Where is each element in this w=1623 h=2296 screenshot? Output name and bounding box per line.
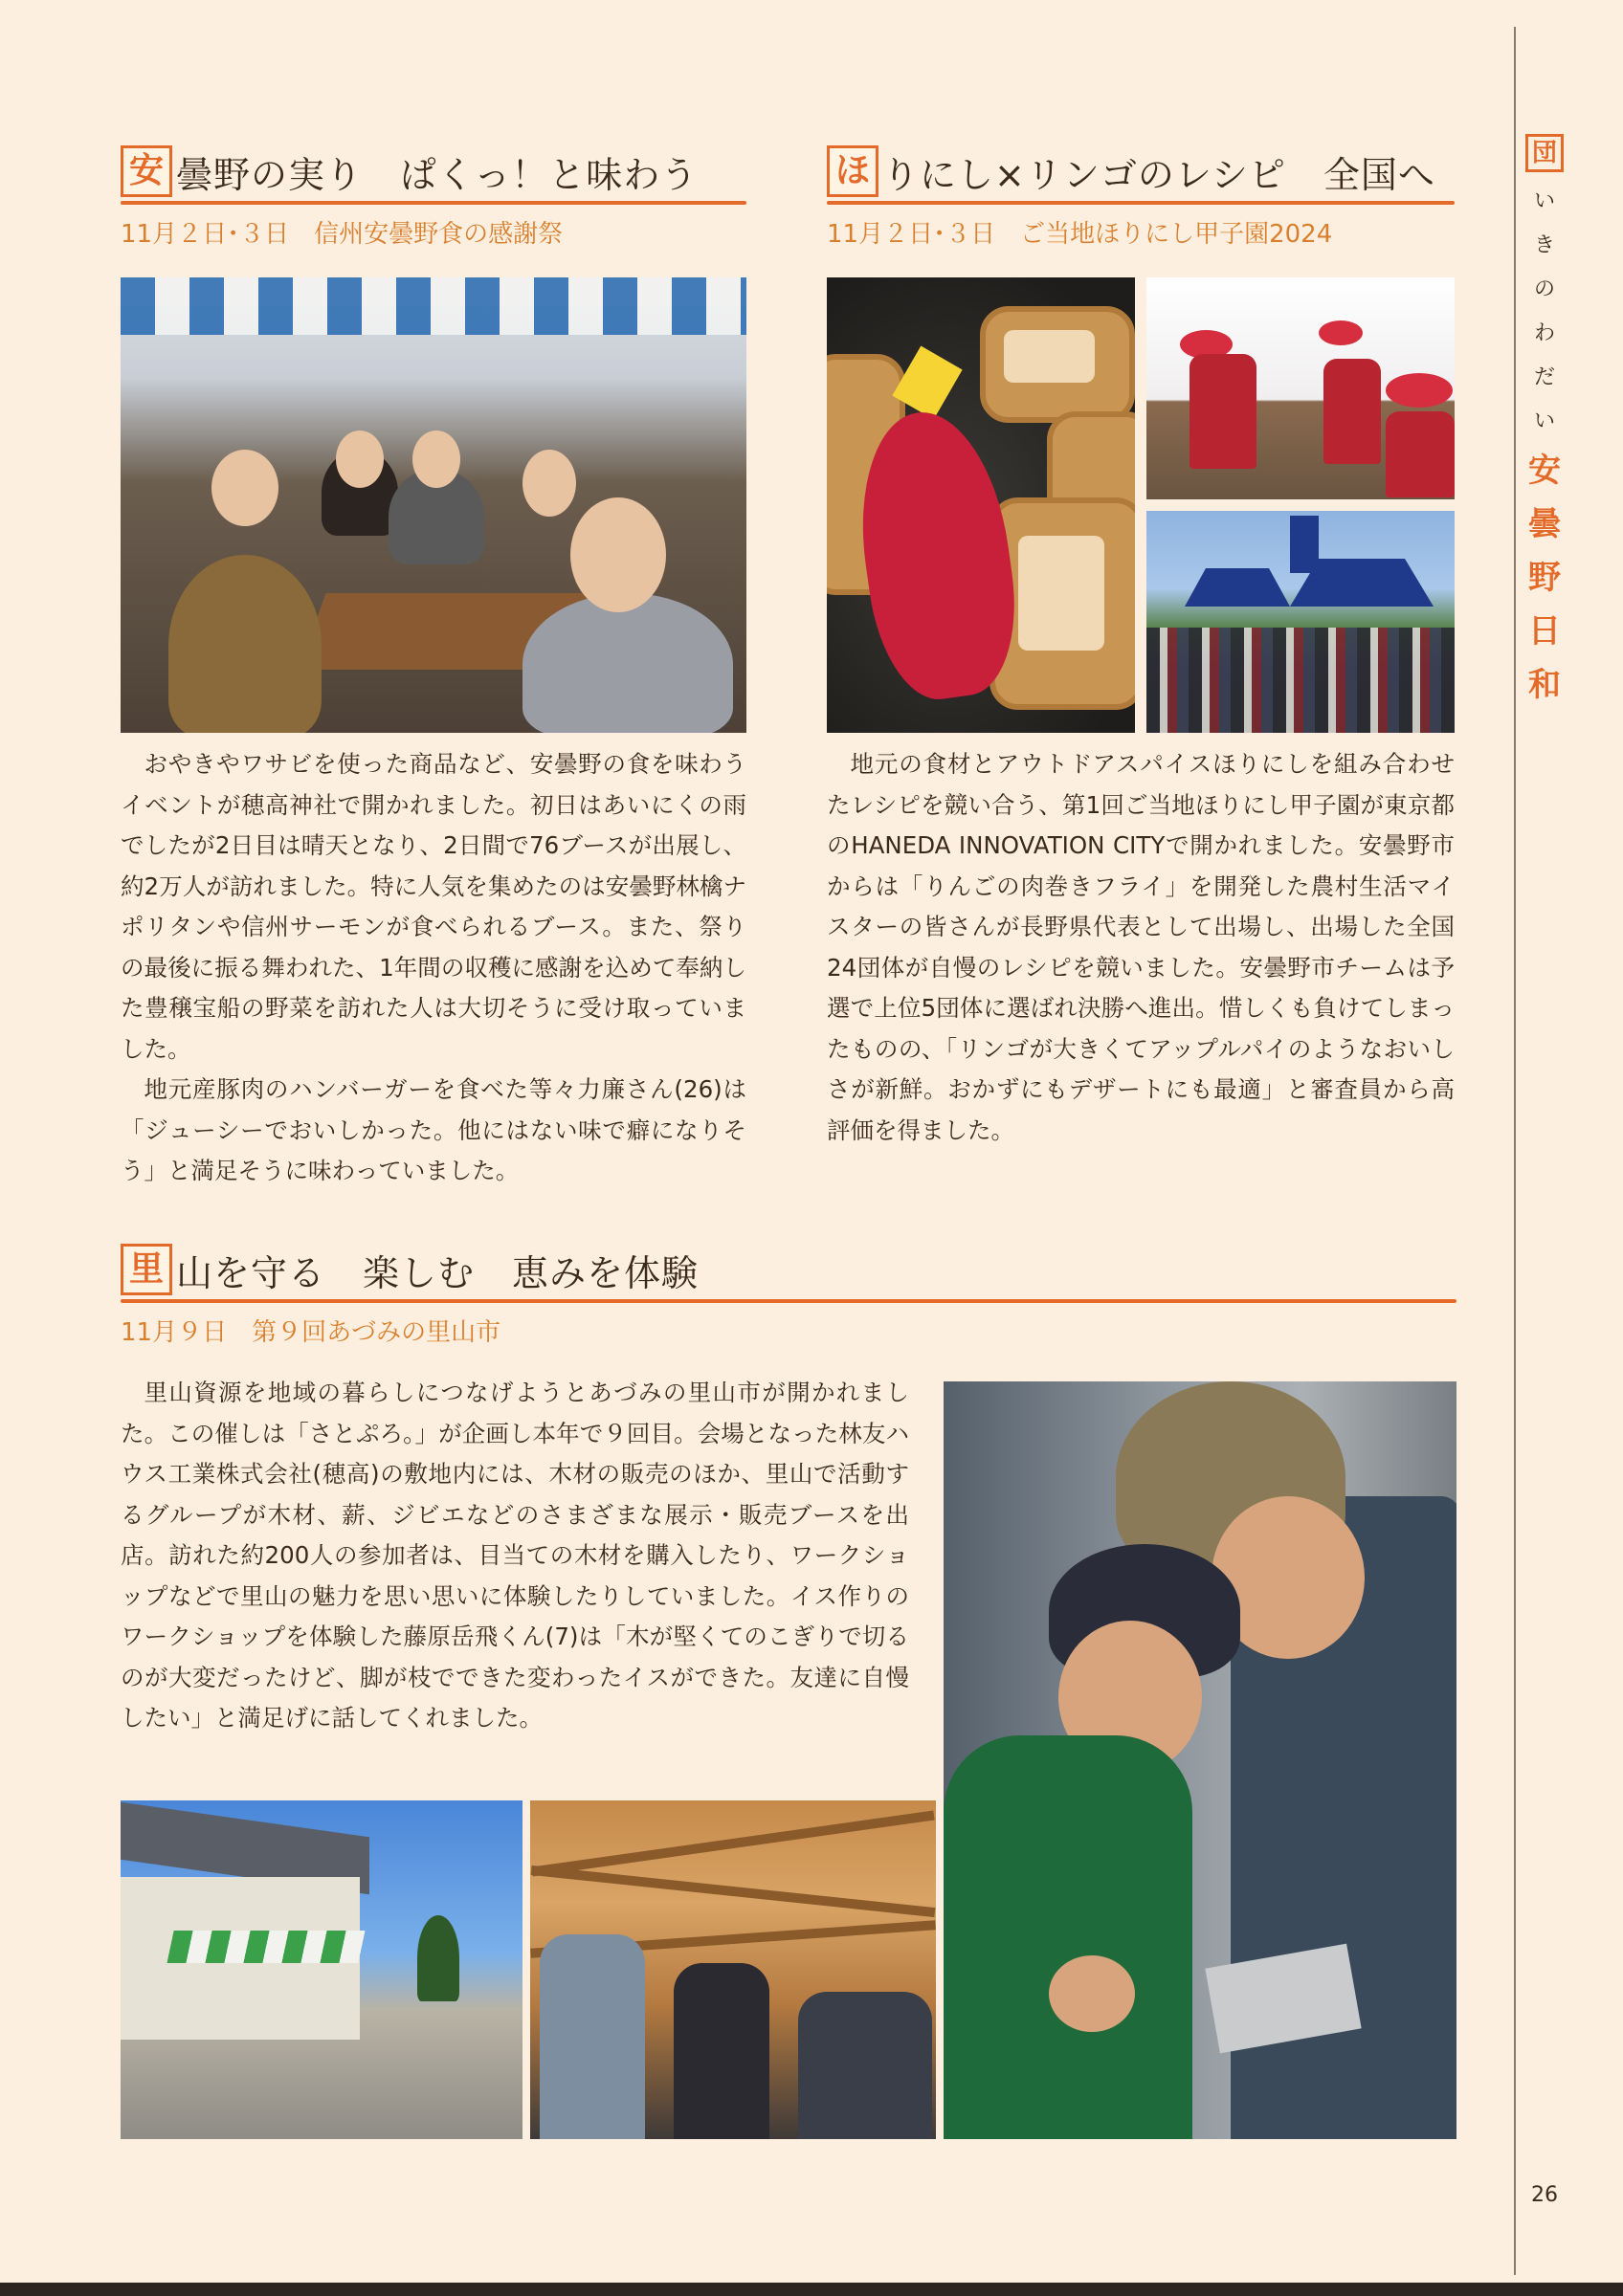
side-title-char: 曇: [1528, 505, 1561, 543]
side-title-chip: 団: [1525, 134, 1564, 172]
headline-title: 山を守る 楽しむ 恵みを体験: [176, 1251, 700, 1294]
cooking-team-photo: [1146, 277, 1455, 499]
festival-tent-photo: [121, 277, 746, 733]
article-dateline: 11月９日 第９回あづみの里山市: [121, 1318, 501, 1347]
article-body: [121, 1373, 909, 1739]
side-title-char: き: [1533, 233, 1555, 257]
side-column-title: [1523, 134, 1566, 712]
headline-title: りにし×リンゴのレシピ 全国へ: [882, 153, 1435, 196]
body-paragraph: 地元の食材とアウトドアスパイスほりにしを組み合わせたレシピを競い合う、第1回ご当地ほりにし甲子園が東京都のHANEDA INNOVATION CITYで開かれました。安曇野市からは「りんごの肉巻きフライ」を開発した農村生活マイスターの皆さんが長野県代表として出場し、出場した全国24団体が自慢のレシピを競いました。安曇野市チームは予選で上位5団体に選ばれ決勝へ進出。惜しくも負けてしまったものの、「リンゴが大きくてアップルパイのようなおいしさが新鮮。おかずにもデザートにも最適」と審査員から高評価を得ました。: [827, 750, 1455, 1144]
article-headline: [827, 144, 1455, 199]
side-title-char: 日: [1528, 612, 1561, 651]
side-title-char: い: [1533, 189, 1555, 213]
article-shokunokanshasai: [121, 144, 746, 250]
article-dateline: 11月２日･３日 ご当地ほりにし甲子園2024: [827, 220, 1333, 249]
headline-underline: [121, 1299, 1456, 1303]
article-body: [827, 744, 1455, 1151]
side-title-char: い: [1533, 409, 1555, 433]
article-dateline: 11月２日･３日 信州安曇野食の感謝祭: [121, 220, 564, 249]
apple-cutlet-photo: [827, 277, 1135, 733]
market-venue-photo: [121, 1800, 522, 2139]
headline-underline: [121, 201, 746, 205]
bottom-bar: [0, 2283, 1623, 2296]
headline-chip: ほ: [827, 145, 878, 197]
chair-workshop-photo: [944, 1381, 1456, 2139]
side-title-char: 野: [1528, 559, 1561, 597]
article-horinishi-koshien: [827, 144, 1455, 250]
article-body: [121, 744, 746, 1192]
event-crowd-photo: [1146, 511, 1455, 733]
article-headline: [121, 1242, 1456, 1297]
headline-underline: [827, 201, 1455, 205]
timber-sale-photo: [530, 1800, 936, 2139]
side-title-char: 安: [1528, 452, 1561, 490]
body-paragraph: 地元産豚肉のハンバーガーを食べた等々力廉さん(26)は「ジューシーでおいしかった。他にはない味で癖になりそう」と満足そうに味わっていました。: [121, 1075, 746, 1184]
side-title-char: わ: [1533, 321, 1555, 345]
headline-chip: 安: [121, 145, 172, 197]
body-paragraph: おやきやワサビを使った商品など、安曇野の食を味わうイベントが穂高神社で開かれました。初日はあいにくの雨でしたが2日目は晴天となり、2日間で76ブースが出展し、約2万人が訪れました。特に人気を集めたのは安曇野林檎ナポリタンや信州サーモンが食べられるブース。また、祭りの最後に振る舞われた、1年間の収穫に感謝を込めて奉納した豊穣宝船の野菜を訪れた人は大切そうに受け取っていました。: [121, 750, 746, 1063]
side-title-char: だ: [1533, 365, 1555, 389]
page-number: 26: [1531, 2183, 1558, 2207]
headline-chip: 里: [121, 1244, 172, 1295]
side-title-char: 和: [1528, 666, 1561, 704]
article-satoyama-ichi: [121, 1242, 1456, 1348]
side-title-char: の: [1533, 277, 1555, 301]
body-paragraph: 里山資源を地域の暮らしにつなげようとあづみの里山市が開かれました。この催しは「さとぷろ。」が企画し本年で９回目。会場となった林友ハウス工業株式会社(穂高)の敷地内には、木材の販売のほか、里山で活動するグループが木材、薪、ジビエなどのさまざまな展示・販売ブースを出店。訪れた約200人の参加者は、目当ての木材を購入したり、ワークショップなどで里山の魅力を思い思いに体験したりしていました。イス作りのワークショップを体験した藤原岳飛くん(7)は「木が堅くてのこぎりで切るのが大変だったけど、脚が枝でできた変わったイスができた。友達に自慢したい」と満足げに話してくれました。: [121, 1379, 909, 1732]
article-headline: [121, 144, 746, 199]
headline-title: 曇野の実り ぱくっ！と味わう: [176, 153, 699, 196]
side-divider: [1514, 27, 1516, 2275]
